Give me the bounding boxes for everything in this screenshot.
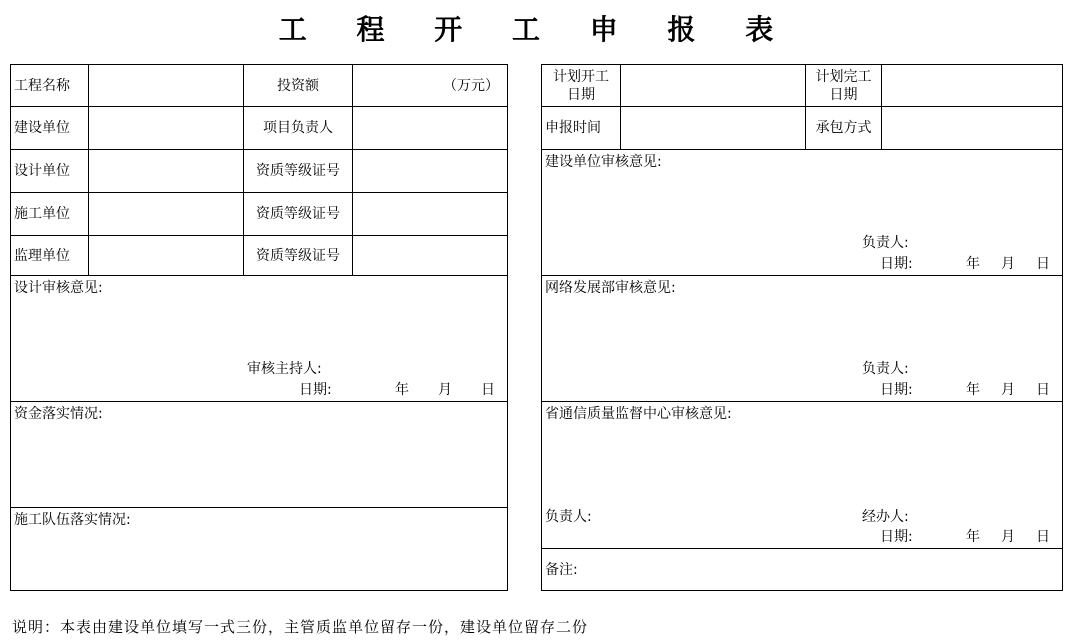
plan-start-label <box>542 65 621 107</box>
contract-mode-label: 承包方式 <box>806 107 882 150</box>
quality-review-year: 年 <box>966 529 980 545</box>
design-review-day: 日 <box>481 382 495 398</box>
design-review-cell[interactable] <box>11 276 508 402</box>
contract-mode-field[interactable] <box>882 107 1063 150</box>
supervisor-cert-field[interactable] <box>353 236 508 276</box>
designer-cert-field[interactable] <box>353 150 508 193</box>
form-note: 说明：本表由建设单位填写一式三份，主管质监单位留存一份，建设单位留存二份 <box>12 618 589 636</box>
network-review-day: 日 <box>1036 382 1050 398</box>
builder-review-date-label: 日期: <box>880 256 913 272</box>
project-lead-label: 项目负责人 <box>244 107 353 150</box>
builder-label: 建设单位 <box>11 107 89 150</box>
network-review-year: 年 <box>966 382 980 398</box>
form-title: 工 程 开 工 申 报 表 <box>278 13 794 46</box>
supervisor-label: 监理单位 <box>11 236 89 276</box>
team-cell[interactable] <box>11 508 508 591</box>
constructor-cert-label: 资质等级证号 <box>244 193 353 236</box>
investment-unit: （万元） <box>443 77 499 94</box>
quality-review-lead-label: 负责人: <box>545 509 592 525</box>
supervisor-cert-label: 资质等级证号 <box>244 236 353 276</box>
builder-review-year: 年 <box>966 256 980 272</box>
designer-cert-label: 资质等级证号 <box>244 150 353 193</box>
quality-review-label: 省通信质量监督中心审核意见: <box>545 406 732 422</box>
quality-review-handler-label: 经办人: <box>862 509 909 525</box>
builder-review-label: 建设单位审核意见: <box>545 154 662 170</box>
investment-field[interactable] <box>353 65 508 107</box>
plan-end-label-line2: 日期 <box>829 86 858 103</box>
quality-review-date-label: 日期: <box>880 529 913 545</box>
design-review-label: 设计审核意见: <box>14 280 103 296</box>
apply-time-label: 申报时间 <box>542 107 621 150</box>
builder-review-lead-label: 负责人: <box>862 235 909 251</box>
funding-cell[interactable] <box>11 402 508 508</box>
plan-end-label-line1: 计划完工 <box>815 68 872 85</box>
project-name-label: 工程名称 <box>11 65 89 107</box>
builder-field[interactable] <box>89 107 244 150</box>
plan-start-field[interactable] <box>621 65 806 107</box>
design-review-host-label: 审核主持人: <box>247 361 322 377</box>
network-review-lead-label: 负责人: <box>862 361 909 377</box>
quality-review-month: 月 <box>1001 529 1015 545</box>
apply-time-field[interactable] <box>621 107 806 150</box>
plan-start-label-line2: 日期 <box>567 86 595 103</box>
designer-label: 设计单位 <box>11 150 89 193</box>
investment-label: 投资额 <box>244 65 353 107</box>
quality-review-cell[interactable] <box>542 402 1063 549</box>
right-form-table <box>541 64 1063 591</box>
constructor-cert-field[interactable] <box>353 193 508 236</box>
remarks-label: 备注: <box>545 561 578 578</box>
plan-end-label <box>806 65 882 107</box>
builder-review-cell[interactable] <box>542 150 1063 276</box>
network-review-date-label: 日期: <box>880 382 913 398</box>
team-label: 施工队伍落实情况: <box>14 512 131 528</box>
plan-end-field[interactable] <box>882 65 1063 107</box>
project-lead-field[interactable] <box>353 107 508 150</box>
funding-label: 资金落实情况: <box>14 406 103 422</box>
network-review-label: 网络发展部审核意见: <box>545 280 676 296</box>
project-name-field[interactable] <box>89 65 244 107</box>
constructor-label: 施工单位 <box>11 193 89 236</box>
remarks-cell[interactable] <box>542 549 1063 591</box>
left-form-table <box>10 64 508 591</box>
supervisor-field[interactable] <box>89 236 244 276</box>
design-review-year: 年 <box>395 382 409 398</box>
design-review-date-label: 日期: <box>299 382 332 398</box>
network-review-cell[interactable] <box>542 276 1063 402</box>
builder-review-month: 月 <box>1001 256 1015 272</box>
designer-field[interactable] <box>89 150 244 193</box>
plan-start-label-line1: 计划开工 <box>553 68 609 85</box>
builder-review-day: 日 <box>1036 256 1050 272</box>
constructor-field[interactable] <box>89 193 244 236</box>
network-review-month: 月 <box>1001 382 1015 398</box>
design-review-month: 月 <box>438 382 452 398</box>
quality-review-day: 日 <box>1036 529 1050 545</box>
